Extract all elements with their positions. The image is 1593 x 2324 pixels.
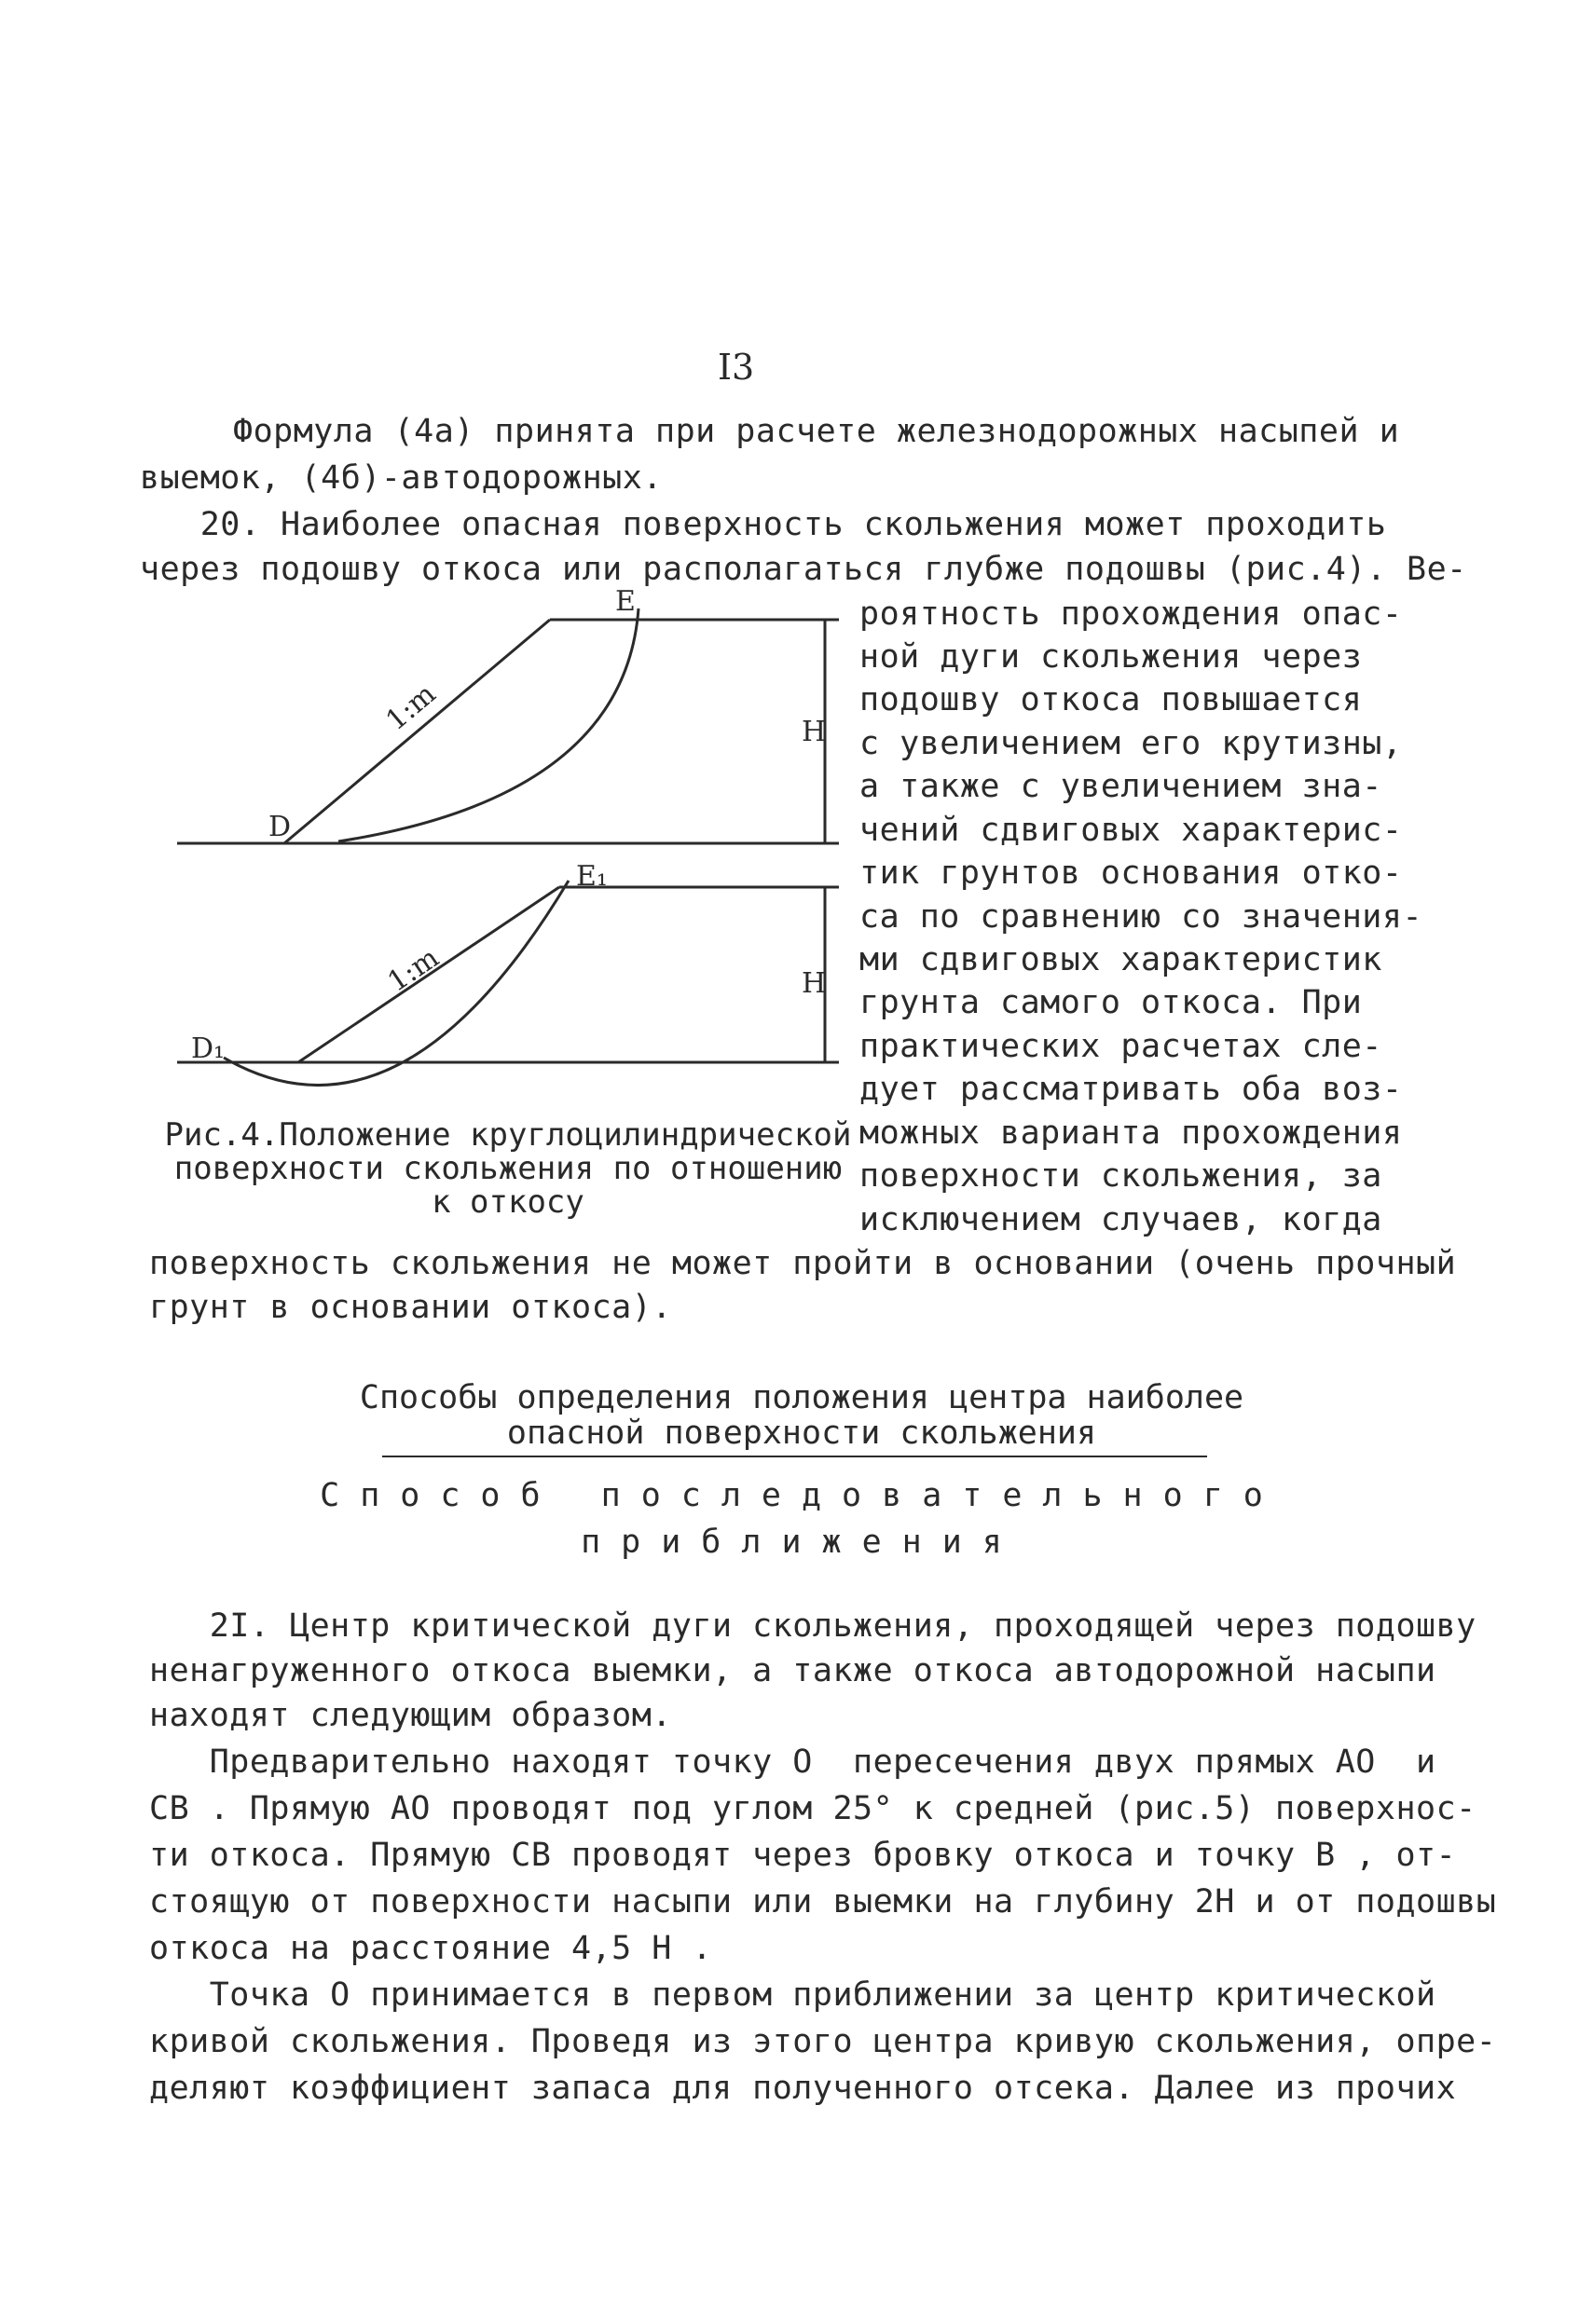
figure-caption xyxy=(144,1118,872,1219)
text-line: тик грунтов основания отко- xyxy=(859,854,1403,892)
text-line: ти откоса. Прямую CB проводят через бровку откоса и точку B , от- xyxy=(149,1837,1457,1874)
subheading: приближения xyxy=(581,1524,1023,1561)
label-e: E xyxy=(615,585,636,618)
label-e1: E₁ xyxy=(576,860,608,893)
text-line: Точка O принимается в первом приближении за центр критической xyxy=(149,1976,1436,2014)
caption-line: Рис.4.Положение круглоцилиндрической xyxy=(164,1116,852,1154)
text-line: подошву откоса повышается xyxy=(859,681,1363,718)
text-line: откоса на расстояние 4,5 H . xyxy=(149,1930,713,1967)
subheading: Способ последовательного xyxy=(320,1477,1284,1514)
top-slip-arc xyxy=(338,608,639,841)
text-line: с увеличением его крутизны, xyxy=(859,725,1403,762)
text-line: находят следующим образом. xyxy=(149,1697,672,1734)
text-line: дует рассматривать оба воз- xyxy=(859,1071,1403,1108)
section-heading: Способы определения положения центра наиболее xyxy=(359,1379,1244,1416)
text-line: ми сдвиговых характеристик xyxy=(859,941,1382,978)
label-slope-bottom: 1:m xyxy=(381,941,446,999)
text-line: поверхность скольжения не может пройти в основании (очень прочный xyxy=(149,1245,1457,1282)
text-line: CB . Прямую AO проводят под углом 25° к средней (рис.5) поверхнос- xyxy=(149,1790,1476,1827)
text-line: ненагруженного откоса выемки, а также откоса автодорожной насыпи xyxy=(149,1652,1436,1689)
label-h-top: H xyxy=(802,716,827,748)
text-line: грунт в основании откоса). xyxy=(149,1289,672,1326)
section-heading: опасной поверхности скольжения xyxy=(506,1415,1097,1452)
heading-underline xyxy=(382,1456,1207,1457)
page-number: I3 xyxy=(718,347,755,388)
text-line: стоящую от поверхности насыпи или выемки на глубину 2H и от подошвы xyxy=(149,1883,1497,1921)
text-line: ной дуги скольжения через xyxy=(859,638,1363,676)
caption-line: поверхности скольжения по отношению xyxy=(173,1150,843,1187)
text-line: а также с увеличением зна- xyxy=(859,768,1382,805)
text-line: можных варианта прохождения xyxy=(859,1114,1403,1152)
text-line: 2I. Центр критической дуги скольжения, проходящей через подошву xyxy=(149,1607,1476,1645)
caption-line: к откосу xyxy=(432,1183,584,1221)
text-line: исключением случаев, когда xyxy=(859,1201,1382,1238)
text-line: Формула (4а) принята при расчете железнодорожных насыпей и xyxy=(233,413,1400,450)
text-line: поверхности скольжения, за xyxy=(859,1157,1382,1195)
text-line: кривой скольжения. Проведя из этого центра кривую скольжения, опре- xyxy=(149,2023,1497,2060)
text-line: Предварительно находят точку O пересечения двух прямых AO и xyxy=(149,1743,1436,1781)
text-line: грунта самого откоса. При xyxy=(859,984,1363,1021)
text-line: са по сравнению со значения- xyxy=(859,898,1423,936)
text-line: выемок, (4б)-автодорожных. xyxy=(140,459,663,497)
text-line: практических расчетах сле- xyxy=(859,1028,1382,1065)
text-line: через подошву откоса или располагаться глубже подошвы (рис.4). Ве- xyxy=(140,551,1467,588)
slope-figure xyxy=(168,564,876,1118)
label-h-bottom: H xyxy=(802,967,827,1000)
label-d1: D₁ xyxy=(191,1032,226,1065)
label-slope-top: 1:m xyxy=(379,677,443,738)
top-slope-line xyxy=(284,620,550,843)
text-line: чений сдвиговых характерис- xyxy=(859,812,1403,849)
text-line: 20. Наиболее опасная поверхность скольжения может проходить xyxy=(140,506,1387,543)
text-line: роятность прохождения опас- xyxy=(859,595,1403,633)
text-line: деляют коэффициент запаса для полученного отсека. Далее из прочих xyxy=(149,2070,1457,2107)
label-d: D xyxy=(268,811,292,843)
